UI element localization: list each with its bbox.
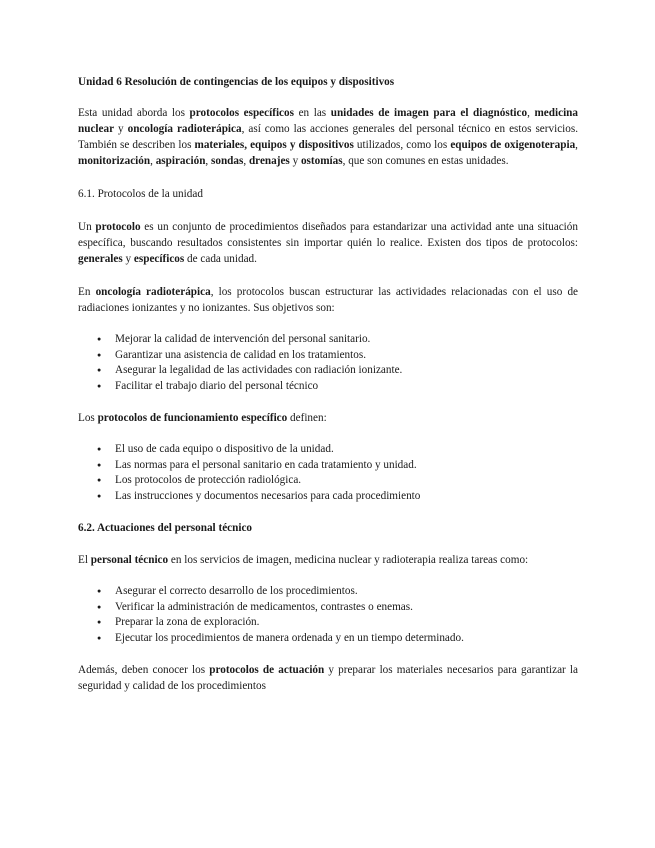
text-run: y preparar los materiales necesarios para garantizar la seguridad y calidad de los procedimientos: [78, 664, 578, 692]
list-item: ● Verificar la administración de medicamentos, contrastes o enemas.: [78, 600, 578, 616]
bold-term: monitorización: [78, 155, 151, 167]
bold-term: aspiración: [155, 155, 206, 167]
text-run: , así como las acciones generales del personal técnico en estos servicios. También se describen los: [78, 123, 579, 151]
text-run: ,: [150, 155, 156, 167]
list-item: ● Asegurar la legalidad de las actividades con radiación ionizante.: [78, 363, 578, 379]
list-item: ● Ejecutar los procedimientos de manera ordenada y en un tiempo determinado.: [78, 631, 578, 647]
text-run: definen:: [287, 412, 327, 424]
bold-term: protocolos específicos: [189, 107, 294, 119]
list-item: ● Preparar la zona de exploración.: [78, 615, 578, 631]
text-run: , los protocolos buscan estructurar las actividades relacionadas con el uso de radiaciones ionizantes y no ionizantes. Sus objetivos son:: [78, 286, 578, 314]
text-run: Esta unidad aborda los: [78, 107, 190, 119]
bold-term: generales: [78, 253, 123, 265]
bold-term: unidades de imagen para el diagnóstico: [330, 107, 528, 119]
text-run: en las: [293, 107, 331, 119]
bold-term: materiales, equipos y dispositivos: [194, 139, 354, 151]
bold-term: específicos: [133, 253, 185, 265]
text-run: , que son comunes en estas unidades.: [342, 155, 509, 167]
bold-term: oncología radioterápica: [95, 286, 211, 298]
tareas-list: [78, 584, 578, 646]
bold-term: protocolo: [95, 221, 141, 233]
text-run: ,: [205, 155, 212, 167]
text-run: es un conjunto de procedimientos diseñados para estandarizar una actividad ante una situación específica, buscando resultados consistentes sin importar quién lo realice. Existen dos tipos de protocolos:: [78, 221, 578, 249]
list-item: ● Facilitar el trabajo diario del personal técnico: [78, 379, 578, 395]
bold-term: oncología radioterápica: [127, 123, 242, 135]
text-run: de cada unidad.: [184, 253, 257, 265]
text-run: utilizados, como los: [353, 139, 451, 151]
document-page: [78, 74, 578, 711]
text-run: Además, deben conocer los: [78, 664, 210, 676]
text-run: ,: [527, 107, 535, 119]
text-run: ,: [575, 139, 578, 151]
list-item: ● Mejorar la calidad de intervención del personal sanitario.: [78, 332, 578, 348]
list-item: ● Los protocolos de protección radiológica.: [78, 473, 578, 489]
list-item: ● Garantizar una asistencia de calidad en los tratamientos.: [78, 348, 578, 364]
section-heading-6-1: 6.1. Protocolos de la unidad: [78, 188, 203, 200]
bold-term: medicina nuclear: [78, 107, 578, 135]
text-run: en los servicios de imagen, medicina nuclear y radioterapia realiza tareas como:: [168, 554, 529, 566]
bold-term: equipos de oxigenoterapia: [450, 139, 576, 151]
oncologia-paragraph: [78, 284, 578, 316]
text-run: y: [122, 253, 134, 265]
text-run: y: [289, 155, 301, 167]
list-item: ● Asegurar el correcto desarrollo de los procedimientos.: [78, 584, 578, 600]
bold-term: sondas: [211, 155, 244, 167]
text-run: Los: [78, 412, 98, 424]
list-item: ● El uso de cada equipo o dispositivo de la unidad.: [78, 442, 578, 458]
list-item: ● Las instrucciones y documentos necesarios para cada procedimiento: [78, 489, 578, 505]
document-title: Unidad 6 Resolución de contingencias de los equipos y dispositivos: [78, 76, 395, 88]
bold-term: personal técnico: [90, 554, 169, 566]
text-run: En: [78, 286, 96, 298]
funcionamiento-paragraph: [78, 410, 578, 426]
text-run: Un: [78, 221, 96, 233]
ademas-paragraph: [78, 662, 578, 694]
bold-term: ostomías: [300, 155, 343, 167]
bold-term: drenajes: [248, 155, 290, 167]
bold-term: protocolos de actuación: [209, 664, 325, 676]
text-run: ,: [243, 155, 249, 167]
protocolo-paragraph: [78, 219, 578, 267]
intro-paragraph: [78, 105, 578, 169]
list-item: ● Las normas para el personal sanitario en cada tratamiento y unidad.: [78, 458, 578, 474]
section-heading-6-2: 6.2. Actuaciones del personal técnico: [78, 522, 253, 534]
text-run: El: [78, 554, 91, 566]
objetivos-list: [78, 332, 578, 394]
bold-term: protocolos de funcionamiento específico: [97, 412, 288, 424]
text-run: y: [114, 123, 128, 135]
personal-paragraph: [78, 552, 578, 568]
definen-list: [78, 442, 578, 504]
